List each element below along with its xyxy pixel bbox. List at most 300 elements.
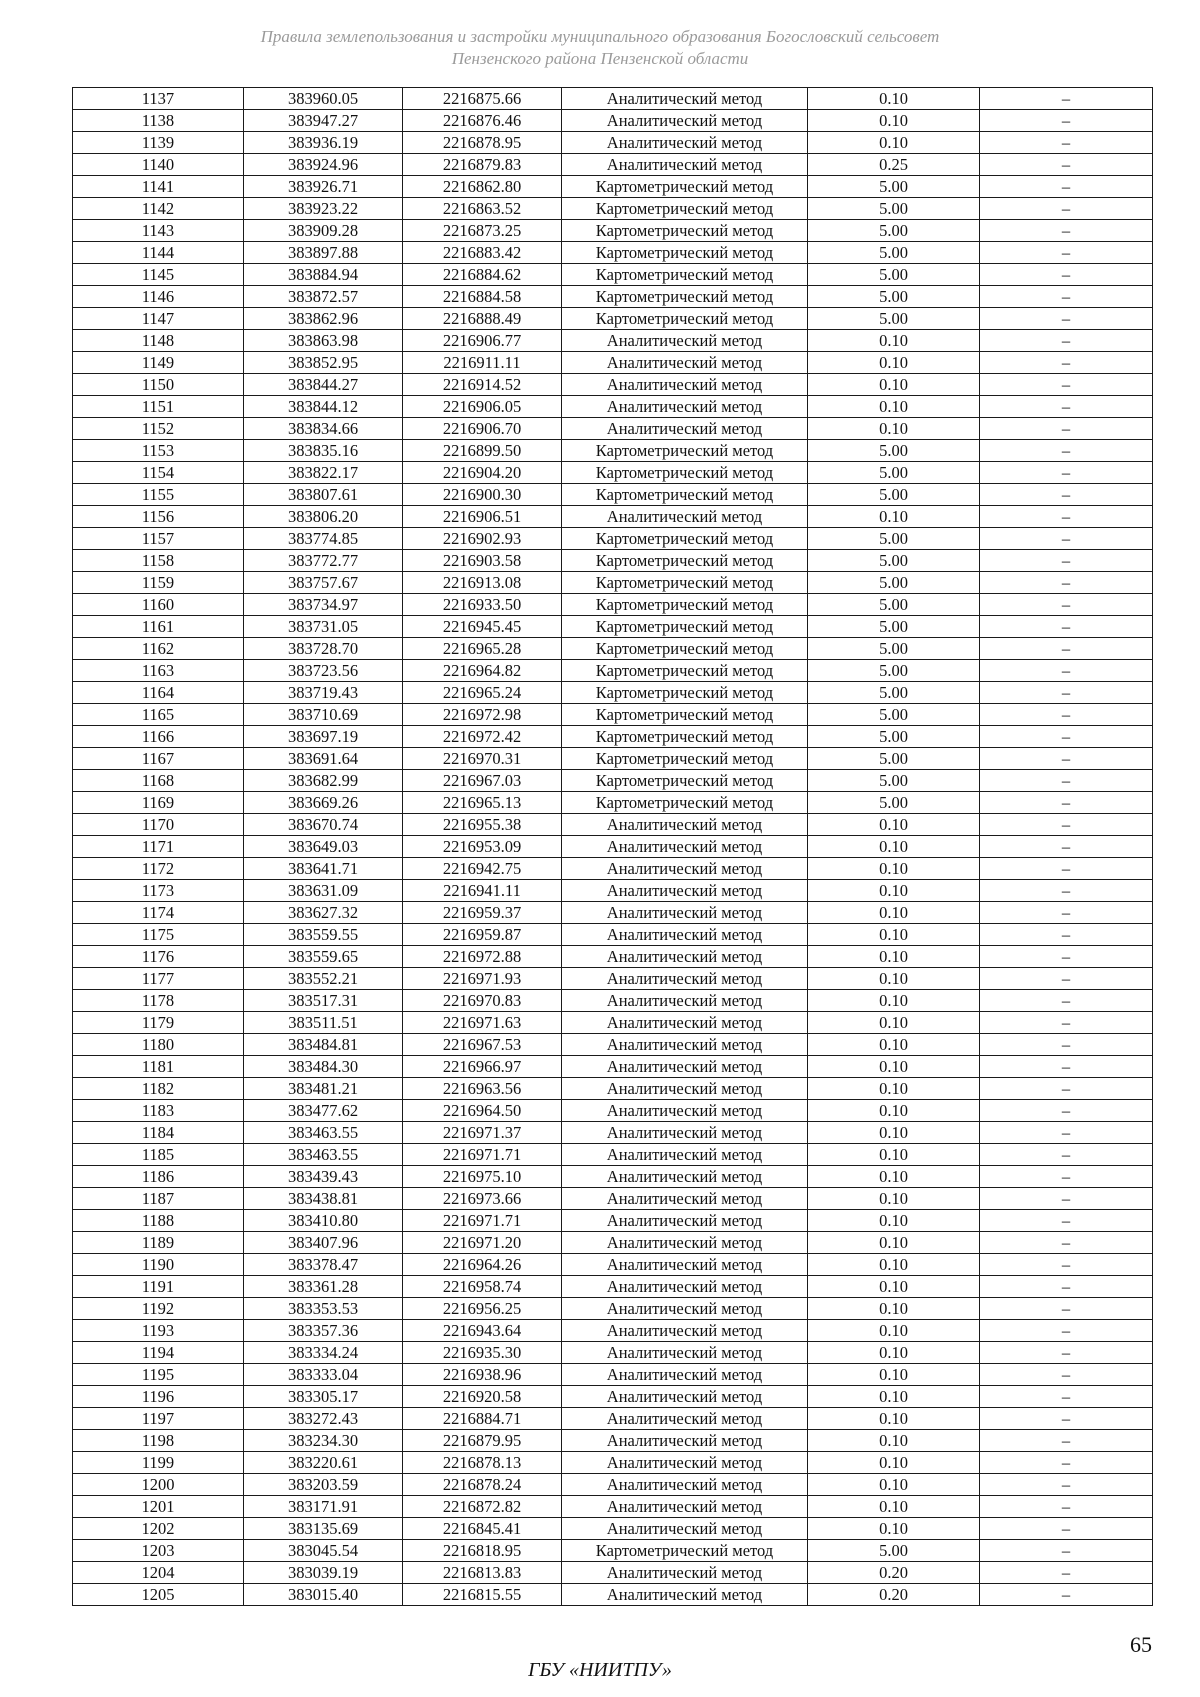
x-coordinate-cell: 383631.09 — [244, 880, 403, 902]
x-coordinate-cell: 383410.80 — [244, 1210, 403, 1232]
description-cell: – — [980, 1320, 1153, 1342]
accuracy-cell: 0.10 — [808, 1276, 980, 1298]
table-row — [73, 1518, 1153, 1540]
y-coordinate-cell: 2216972.98 — [403, 704, 562, 726]
accuracy-cell: 0.20 — [808, 1584, 980, 1606]
description-cell: – — [980, 770, 1153, 792]
x-coordinate-cell: 383669.26 — [244, 792, 403, 814]
description-cell: – — [980, 374, 1153, 396]
x-coordinate-cell: 383203.59 — [244, 1474, 403, 1496]
accuracy-cell: 0.10 — [808, 968, 980, 990]
description-cell: – — [980, 616, 1153, 638]
y-coordinate-cell: 2216972.42 — [403, 726, 562, 748]
point-number-cell: 1176 — [73, 946, 244, 968]
method-cell: Картометрический метод — [562, 220, 808, 242]
description-cell: – — [980, 1452, 1153, 1474]
point-number-cell: 1160 — [73, 594, 244, 616]
point-number-cell: 1197 — [73, 1408, 244, 1430]
x-coordinate-cell: 383272.43 — [244, 1408, 403, 1430]
y-coordinate-cell: 2216958.74 — [403, 1276, 562, 1298]
table-row — [73, 1232, 1153, 1254]
accuracy-cell: 0.10 — [808, 1320, 980, 1342]
method-cell: Аналитический метод — [562, 1034, 808, 1056]
y-coordinate-cell: 2216904.20 — [403, 462, 562, 484]
y-coordinate-cell: 2216953.09 — [403, 836, 562, 858]
x-coordinate-cell: 383936.19 — [244, 132, 403, 154]
accuracy-cell: 0.10 — [808, 1144, 980, 1166]
method-cell: Аналитический метод — [562, 1452, 808, 1474]
accuracy-cell: 0.10 — [808, 858, 980, 880]
accuracy-cell: 0.10 — [808, 374, 980, 396]
y-coordinate-cell: 2216973.66 — [403, 1188, 562, 1210]
y-coordinate-cell: 2216956.25 — [403, 1298, 562, 1320]
point-number-cell: 1174 — [73, 902, 244, 924]
method-cell: Аналитический метод — [562, 1188, 808, 1210]
point-number-cell: 1186 — [73, 1166, 244, 1188]
accuracy-cell: 5.00 — [808, 660, 980, 682]
point-number-cell: 1179 — [73, 1012, 244, 1034]
method-cell: Аналитический метод — [562, 1232, 808, 1254]
description-cell: – — [980, 1034, 1153, 1056]
method-cell: Картометрический метод — [562, 198, 808, 220]
page-number: 65 — [1130, 1632, 1152, 1657]
y-coordinate-cell: 2216884.62 — [403, 264, 562, 286]
description-cell: – — [980, 1430, 1153, 1452]
y-coordinate-cell: 2216884.71 — [403, 1408, 562, 1430]
x-coordinate-cell: 383923.22 — [244, 198, 403, 220]
x-coordinate-cell: 383357.36 — [244, 1320, 403, 1342]
method-cell: Картометрический метод — [562, 616, 808, 638]
table-row — [73, 1562, 1153, 1584]
point-number-cell: 1149 — [73, 352, 244, 374]
description-cell: – — [980, 1364, 1153, 1386]
y-coordinate-cell: 2216971.71 — [403, 1210, 562, 1232]
description-cell: – — [980, 176, 1153, 198]
method-cell: Аналитический метод — [562, 1166, 808, 1188]
x-coordinate-cell: 383407.96 — [244, 1232, 403, 1254]
description-cell: – — [980, 132, 1153, 154]
description-cell: – — [980, 528, 1153, 550]
description-cell: – — [980, 1474, 1153, 1496]
running-header — [0, 26, 1200, 70]
method-cell: Аналитический метод — [562, 1078, 808, 1100]
table-row — [73, 374, 1153, 396]
table-row — [73, 528, 1153, 550]
footer-organization: ГБУ «НИИТПУ» — [528, 1659, 672, 1681]
table-row — [73, 726, 1153, 748]
y-coordinate-cell: 2216964.26 — [403, 1254, 562, 1276]
point-number-cell: 1137 — [73, 88, 244, 110]
table-row — [73, 616, 1153, 638]
x-coordinate-cell: 383641.71 — [244, 858, 403, 880]
table-row — [73, 638, 1153, 660]
table-row — [73, 1144, 1153, 1166]
x-coordinate-cell: 383463.55 — [244, 1144, 403, 1166]
method-cell: Аналитический метод — [562, 1276, 808, 1298]
method-cell: Аналитический метод — [562, 1474, 808, 1496]
method-cell: Аналитический метод — [562, 1584, 808, 1606]
x-coordinate-cell: 383484.81 — [244, 1034, 403, 1056]
point-number-cell: 1163 — [73, 660, 244, 682]
table-row — [73, 418, 1153, 440]
y-coordinate-cell: 2216938.96 — [403, 1364, 562, 1386]
method-cell: Картометрический метод — [562, 484, 808, 506]
y-coordinate-cell: 2216883.42 — [403, 242, 562, 264]
point-number-cell: 1139 — [73, 132, 244, 154]
x-coordinate-cell: 383835.16 — [244, 440, 403, 462]
accuracy-cell: 5.00 — [808, 638, 980, 660]
table-row — [73, 924, 1153, 946]
accuracy-cell: 0.10 — [808, 1386, 980, 1408]
accuracy-cell: 0.10 — [808, 1232, 980, 1254]
accuracy-cell: 0.10 — [808, 1342, 980, 1364]
point-number-cell: 1146 — [73, 286, 244, 308]
table-row — [73, 792, 1153, 814]
accuracy-cell: 0.10 — [808, 1408, 980, 1430]
accuracy-cell: 0.10 — [808, 1078, 980, 1100]
x-coordinate-cell: 383353.53 — [244, 1298, 403, 1320]
y-coordinate-cell: 2216911.11 — [403, 352, 562, 374]
x-coordinate-cell: 383863.98 — [244, 330, 403, 352]
x-coordinate-cell: 383463.55 — [244, 1122, 403, 1144]
accuracy-cell: 5.00 — [808, 242, 980, 264]
y-coordinate-cell: 2216863.52 — [403, 198, 562, 220]
x-coordinate-cell: 383924.96 — [244, 154, 403, 176]
point-number-cell: 1173 — [73, 880, 244, 902]
point-number-cell: 1157 — [73, 528, 244, 550]
description-cell: – — [980, 154, 1153, 176]
method-cell: Картометрический метод — [562, 770, 808, 792]
description-cell: – — [980, 836, 1153, 858]
table-row — [73, 1100, 1153, 1122]
description-cell: – — [980, 1144, 1153, 1166]
x-coordinate-cell: 383710.69 — [244, 704, 403, 726]
table-row — [73, 1320, 1153, 1342]
x-coordinate-cell: 383731.05 — [244, 616, 403, 638]
point-number-cell: 1161 — [73, 616, 244, 638]
y-coordinate-cell: 2216813.83 — [403, 1562, 562, 1584]
x-coordinate-cell: 383757.67 — [244, 572, 403, 594]
point-number-cell: 1196 — [73, 1386, 244, 1408]
x-coordinate-cell: 383559.55 — [244, 924, 403, 946]
method-cell: Аналитический метод — [562, 902, 808, 924]
point-number-cell: 1155 — [73, 484, 244, 506]
accuracy-cell: 0.10 — [808, 1210, 980, 1232]
table-row — [73, 990, 1153, 1012]
description-cell: – — [980, 440, 1153, 462]
accuracy-cell: 0.10 — [808, 1166, 980, 1188]
header-line-1: Правила землепользования и застройки муниципального образования Богословский сельсовет — [260, 27, 940, 46]
accuracy-cell: 5.00 — [808, 264, 980, 286]
accuracy-cell: 5.00 — [808, 594, 980, 616]
accuracy-cell: 5.00 — [808, 726, 980, 748]
description-cell: – — [980, 1276, 1153, 1298]
method-cell: Аналитический метод — [562, 946, 808, 968]
table-row — [73, 1386, 1153, 1408]
y-coordinate-cell: 2216906.05 — [403, 396, 562, 418]
table-row — [73, 110, 1153, 132]
x-coordinate-cell: 383926.71 — [244, 176, 403, 198]
method-cell: Картометрический метод — [562, 1540, 808, 1562]
description-cell: – — [980, 814, 1153, 836]
y-coordinate-cell: 2216971.37 — [403, 1122, 562, 1144]
point-number-cell: 1142 — [73, 198, 244, 220]
table-row — [73, 880, 1153, 902]
y-coordinate-cell: 2216941.11 — [403, 880, 562, 902]
table-row — [73, 286, 1153, 308]
point-number-cell: 1148 — [73, 330, 244, 352]
y-coordinate-cell: 2216878.13 — [403, 1452, 562, 1474]
description-cell: – — [980, 1056, 1153, 1078]
description-cell: – — [980, 968, 1153, 990]
point-number-cell: 1168 — [73, 770, 244, 792]
x-coordinate-cell: 383774.85 — [244, 528, 403, 550]
method-cell: Аналитический метод — [562, 154, 808, 176]
table-row — [73, 506, 1153, 528]
point-number-cell: 1156 — [73, 506, 244, 528]
y-coordinate-cell: 2216875.66 — [403, 88, 562, 110]
method-cell: Аналитический метод — [562, 836, 808, 858]
table-row — [73, 1034, 1153, 1056]
point-number-cell: 1151 — [73, 396, 244, 418]
y-coordinate-cell: 2216971.93 — [403, 968, 562, 990]
x-coordinate-cell: 383559.65 — [244, 946, 403, 968]
accuracy-cell: 5.00 — [808, 198, 980, 220]
method-cell: Аналитический метод — [562, 1320, 808, 1342]
y-coordinate-cell: 2216872.82 — [403, 1496, 562, 1518]
accuracy-cell: 0.10 — [808, 1122, 980, 1144]
method-cell: Аналитический метод — [562, 814, 808, 836]
x-coordinate-cell: 383734.97 — [244, 594, 403, 616]
description-cell: – — [980, 748, 1153, 770]
description-cell: – — [980, 462, 1153, 484]
x-coordinate-cell: 383649.03 — [244, 836, 403, 858]
description-cell: – — [980, 484, 1153, 506]
x-coordinate-cell: 383511.51 — [244, 1012, 403, 1034]
method-cell: Картометрический метод — [562, 286, 808, 308]
x-coordinate-cell: 383872.57 — [244, 286, 403, 308]
accuracy-cell: 0.10 — [808, 506, 980, 528]
y-coordinate-cell: 2216971.71 — [403, 1144, 562, 1166]
description-cell: – — [980, 572, 1153, 594]
y-coordinate-cell: 2216975.10 — [403, 1166, 562, 1188]
table-row — [73, 902, 1153, 924]
accuracy-cell: 0.20 — [808, 1562, 980, 1584]
table-row — [73, 1408, 1153, 1430]
table-row — [73, 550, 1153, 572]
method-cell: Аналитический метод — [562, 88, 808, 110]
y-coordinate-cell: 2216963.56 — [403, 1078, 562, 1100]
accuracy-cell: 5.00 — [808, 748, 980, 770]
header-line-2: Пензенского района Пензенской области — [451, 49, 749, 68]
method-cell: Аналитический метод — [562, 352, 808, 374]
y-coordinate-cell: 2216955.38 — [403, 814, 562, 836]
description-cell: – — [980, 352, 1153, 374]
table-row — [73, 198, 1153, 220]
x-coordinate-cell: 383333.04 — [244, 1364, 403, 1386]
y-coordinate-cell: 2216873.25 — [403, 220, 562, 242]
description-cell: – — [980, 1122, 1153, 1144]
y-coordinate-cell: 2216906.51 — [403, 506, 562, 528]
accuracy-cell: 0.10 — [808, 1100, 980, 1122]
x-coordinate-cell: 383960.05 — [244, 88, 403, 110]
accuracy-cell: 5.00 — [808, 682, 980, 704]
point-number-cell: 1153 — [73, 440, 244, 462]
method-cell: Аналитический метод — [562, 1496, 808, 1518]
method-cell: Картометрический метод — [562, 462, 808, 484]
method-cell: Аналитический метод — [562, 880, 808, 902]
accuracy-cell: 5.00 — [808, 792, 980, 814]
description-cell: – — [980, 594, 1153, 616]
point-number-cell: 1158 — [73, 550, 244, 572]
table-row — [73, 440, 1153, 462]
table-row — [73, 836, 1153, 858]
point-number-cell: 1178 — [73, 990, 244, 1012]
y-coordinate-cell: 2216935.30 — [403, 1342, 562, 1364]
method-cell: Аналитический метод — [562, 396, 808, 418]
point-number-cell: 1177 — [73, 968, 244, 990]
table-row — [73, 396, 1153, 418]
table-row — [73, 1276, 1153, 1298]
method-cell: Картометрический метод — [562, 660, 808, 682]
y-coordinate-cell: 2216878.95 — [403, 132, 562, 154]
method-cell: Картометрический метод — [562, 264, 808, 286]
accuracy-cell: 5.00 — [808, 176, 980, 198]
point-number-cell: 1170 — [73, 814, 244, 836]
point-number-cell: 1172 — [73, 858, 244, 880]
table-row — [73, 858, 1153, 880]
description-cell: – — [980, 1496, 1153, 1518]
x-coordinate-cell: 383378.47 — [244, 1254, 403, 1276]
y-coordinate-cell: 2216972.88 — [403, 946, 562, 968]
method-cell: Аналитический метод — [562, 1386, 808, 1408]
x-coordinate-cell: 383045.54 — [244, 1540, 403, 1562]
method-cell: Аналитический метод — [562, 1100, 808, 1122]
table-row — [73, 1452, 1153, 1474]
y-coordinate-cell: 2216965.28 — [403, 638, 562, 660]
y-coordinate-cell: 2216967.03 — [403, 770, 562, 792]
point-number-cell: 1188 — [73, 1210, 244, 1232]
x-coordinate-cell: 383728.70 — [244, 638, 403, 660]
x-coordinate-cell: 383220.61 — [244, 1452, 403, 1474]
accuracy-cell: 0.10 — [808, 1298, 980, 1320]
table-row — [73, 352, 1153, 374]
y-coordinate-cell: 2216920.58 — [403, 1386, 562, 1408]
description-cell: – — [980, 286, 1153, 308]
y-coordinate-cell: 2216964.82 — [403, 660, 562, 682]
table-row — [73, 242, 1153, 264]
accuracy-cell: 0.10 — [808, 1012, 980, 1034]
x-coordinate-cell: 383334.24 — [244, 1342, 403, 1364]
description-cell: – — [980, 506, 1153, 528]
method-cell: Аналитический метод — [562, 1144, 808, 1166]
accuracy-cell: 0.10 — [808, 88, 980, 110]
method-cell: Аналитический метод — [562, 418, 808, 440]
point-number-cell: 1162 — [73, 638, 244, 660]
table-row — [73, 308, 1153, 330]
table-row — [73, 704, 1153, 726]
description-cell: – — [980, 1078, 1153, 1100]
point-number-cell: 1187 — [73, 1188, 244, 1210]
accuracy-cell: 0.10 — [808, 902, 980, 924]
point-number-cell: 1145 — [73, 264, 244, 286]
description-cell: – — [980, 88, 1153, 110]
y-coordinate-cell: 2216933.50 — [403, 594, 562, 616]
accuracy-cell: 5.00 — [808, 286, 980, 308]
point-number-cell: 1185 — [73, 1144, 244, 1166]
description-cell: – — [980, 110, 1153, 132]
description-cell: – — [980, 880, 1153, 902]
description-cell: – — [980, 638, 1153, 660]
method-cell: Аналитический метод — [562, 1364, 808, 1386]
table-row — [73, 1012, 1153, 1034]
table-row — [73, 132, 1153, 154]
point-number-cell: 1164 — [73, 682, 244, 704]
x-coordinate-cell: 383438.81 — [244, 1188, 403, 1210]
accuracy-cell: 0.10 — [808, 132, 980, 154]
table-row — [73, 748, 1153, 770]
accuracy-cell: 5.00 — [808, 1540, 980, 1562]
method-cell: Картометрический метод — [562, 594, 808, 616]
accuracy-cell: 5.00 — [808, 484, 980, 506]
method-cell: Картометрический метод — [562, 242, 808, 264]
accuracy-cell: 0.10 — [808, 1034, 980, 1056]
x-coordinate-cell: 383015.40 — [244, 1584, 403, 1606]
accuracy-cell: 0.10 — [808, 880, 980, 902]
method-cell: Аналитический метод — [562, 1408, 808, 1430]
y-coordinate-cell: 2216876.46 — [403, 110, 562, 132]
y-coordinate-cell: 2216967.53 — [403, 1034, 562, 1056]
description-cell: – — [980, 1386, 1153, 1408]
accuracy-cell: 5.00 — [808, 770, 980, 792]
description-cell: – — [980, 990, 1153, 1012]
point-number-cell: 1143 — [73, 220, 244, 242]
method-cell: Картометрический метод — [562, 704, 808, 726]
description-cell: – — [980, 308, 1153, 330]
point-number-cell: 1141 — [73, 176, 244, 198]
y-coordinate-cell: 2216959.87 — [403, 924, 562, 946]
point-number-cell: 1193 — [73, 1320, 244, 1342]
accuracy-cell: 0.10 — [808, 1452, 980, 1474]
x-coordinate-cell: 383361.28 — [244, 1276, 403, 1298]
accuracy-cell: 5.00 — [808, 440, 980, 462]
table-row — [73, 484, 1153, 506]
method-cell: Аналитический метод — [562, 1254, 808, 1276]
table-row — [73, 264, 1153, 286]
x-coordinate-cell: 383897.88 — [244, 242, 403, 264]
x-coordinate-cell: 383844.27 — [244, 374, 403, 396]
y-coordinate-cell: 2216959.37 — [403, 902, 562, 924]
accuracy-cell: 0.10 — [808, 990, 980, 1012]
description-cell: – — [980, 1298, 1153, 1320]
point-number-cell: 1169 — [73, 792, 244, 814]
accuracy-cell: 0.10 — [808, 1056, 980, 1078]
table-row — [73, 462, 1153, 484]
accuracy-cell: 5.00 — [808, 220, 980, 242]
table-row — [73, 946, 1153, 968]
point-number-cell: 1175 — [73, 924, 244, 946]
table-row — [73, 1078, 1153, 1100]
y-coordinate-cell: 2216971.63 — [403, 1012, 562, 1034]
table-row — [73, 88, 1153, 110]
y-coordinate-cell: 2216862.80 — [403, 176, 562, 198]
table-row — [73, 154, 1153, 176]
y-coordinate-cell: 2216879.95 — [403, 1430, 562, 1452]
point-number-cell: 1166 — [73, 726, 244, 748]
description-cell: – — [980, 704, 1153, 726]
point-number-cell: 1198 — [73, 1430, 244, 1452]
table-row — [73, 594, 1153, 616]
